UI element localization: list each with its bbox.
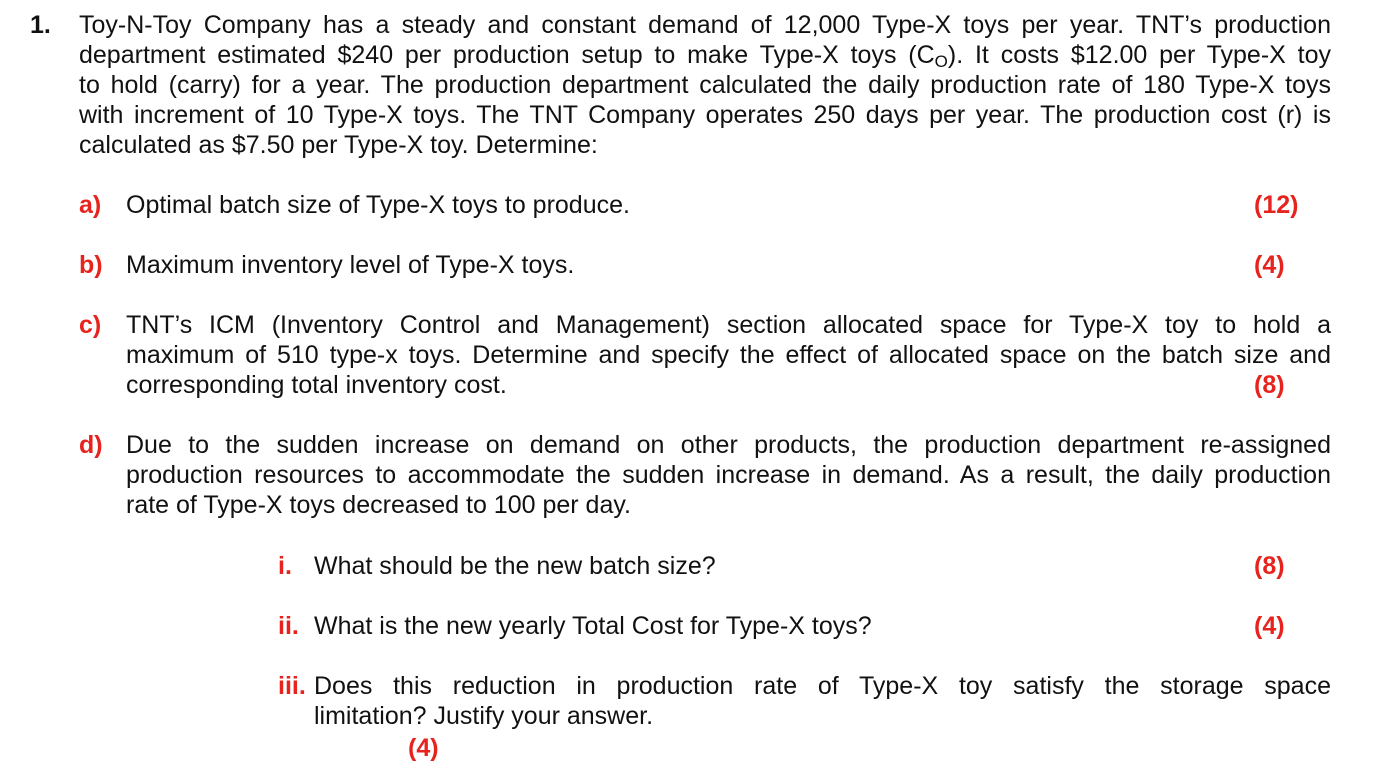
part-d-line-1: Due to the sudden increase on demand on other products, the production department re-assigned bbox=[126, 431, 1331, 459]
subpart-ii-text: What is the new yearly Total Cost for Type-X toys? bbox=[314, 612, 872, 640]
stem-subscript: O bbox=[934, 52, 948, 71]
part-a-marks: (12) bbox=[1254, 191, 1299, 219]
subpart-ii-label: ii. bbox=[278, 612, 299, 640]
part-c-line-1: TNT’s ICM (Inventory Control and Management) section allocated space for Type-X toy to hold a bbox=[126, 311, 1331, 339]
part-c-label: c) bbox=[79, 311, 102, 339]
stem-line-2-text: department estimated $240 per production setup to make Type-X toys (C bbox=[79, 41, 935, 69]
subpart-iii-marks: (4) bbox=[408, 734, 439, 762]
part-b-text: Maximum inventory level of Type-X toys. bbox=[126, 251, 575, 279]
question-stem-line-5: calculated as $7.50 per Type-X toy. Determine: bbox=[79, 131, 598, 159]
part-b-label: b) bbox=[79, 251, 103, 279]
subpart-ii-marks: (4) bbox=[1254, 612, 1285, 640]
part-b-marks: (4) bbox=[1254, 251, 1285, 279]
subpart-i-text: What should be the new batch size? bbox=[314, 552, 716, 580]
subpart-iii-line-2: limitation? Justify your answer. bbox=[314, 702, 654, 730]
question-stem-line-3: to hold (carry) for a year. The production department calculated the daily production rate of 180 Type-X toys bbox=[79, 71, 1331, 99]
subpart-iii-line-1: Does this reduction in production rate of Type-X toy satisfy the storage space bbox=[314, 672, 1331, 700]
part-c-marks: (8) bbox=[1254, 371, 1285, 399]
question-number: 1. bbox=[30, 11, 51, 39]
subpart-i-marks: (8) bbox=[1254, 552, 1285, 580]
question-stem-line-4: with increment of 10 Type-X toys. The TNT Company operates 250 days per year. The production cost (r) is bbox=[79, 101, 1331, 129]
part-a-label: a) bbox=[79, 191, 102, 219]
part-a-text: Optimal batch size of Type-X toys to produce. bbox=[126, 191, 630, 219]
subpart-i-label: i. bbox=[278, 552, 292, 580]
stem-line-2-tail: ). It costs $12.00 per Type-X toy bbox=[947, 41, 1332, 69]
subpart-iii-label: iii. bbox=[278, 672, 306, 700]
part-d-line-2: production resources to accommodate the sudden increase in demand. As a result, the daily production bbox=[126, 461, 1331, 489]
part-d-label: d) bbox=[79, 431, 103, 459]
part-c-line-2: maximum of 510 type-x toys. Determine and specify the effect of allocated space on the batch size and bbox=[126, 341, 1331, 369]
part-d-line-3: rate of Type-X toys decreased to 100 per day. bbox=[126, 491, 631, 519]
question-stem-line-1: Toy-N-Toy Company has a steady and constant demand of 12,000 Type-X toys per year. TNT’s production bbox=[79, 11, 1331, 39]
part-c-line-3: corresponding total inventory cost. bbox=[126, 371, 507, 399]
